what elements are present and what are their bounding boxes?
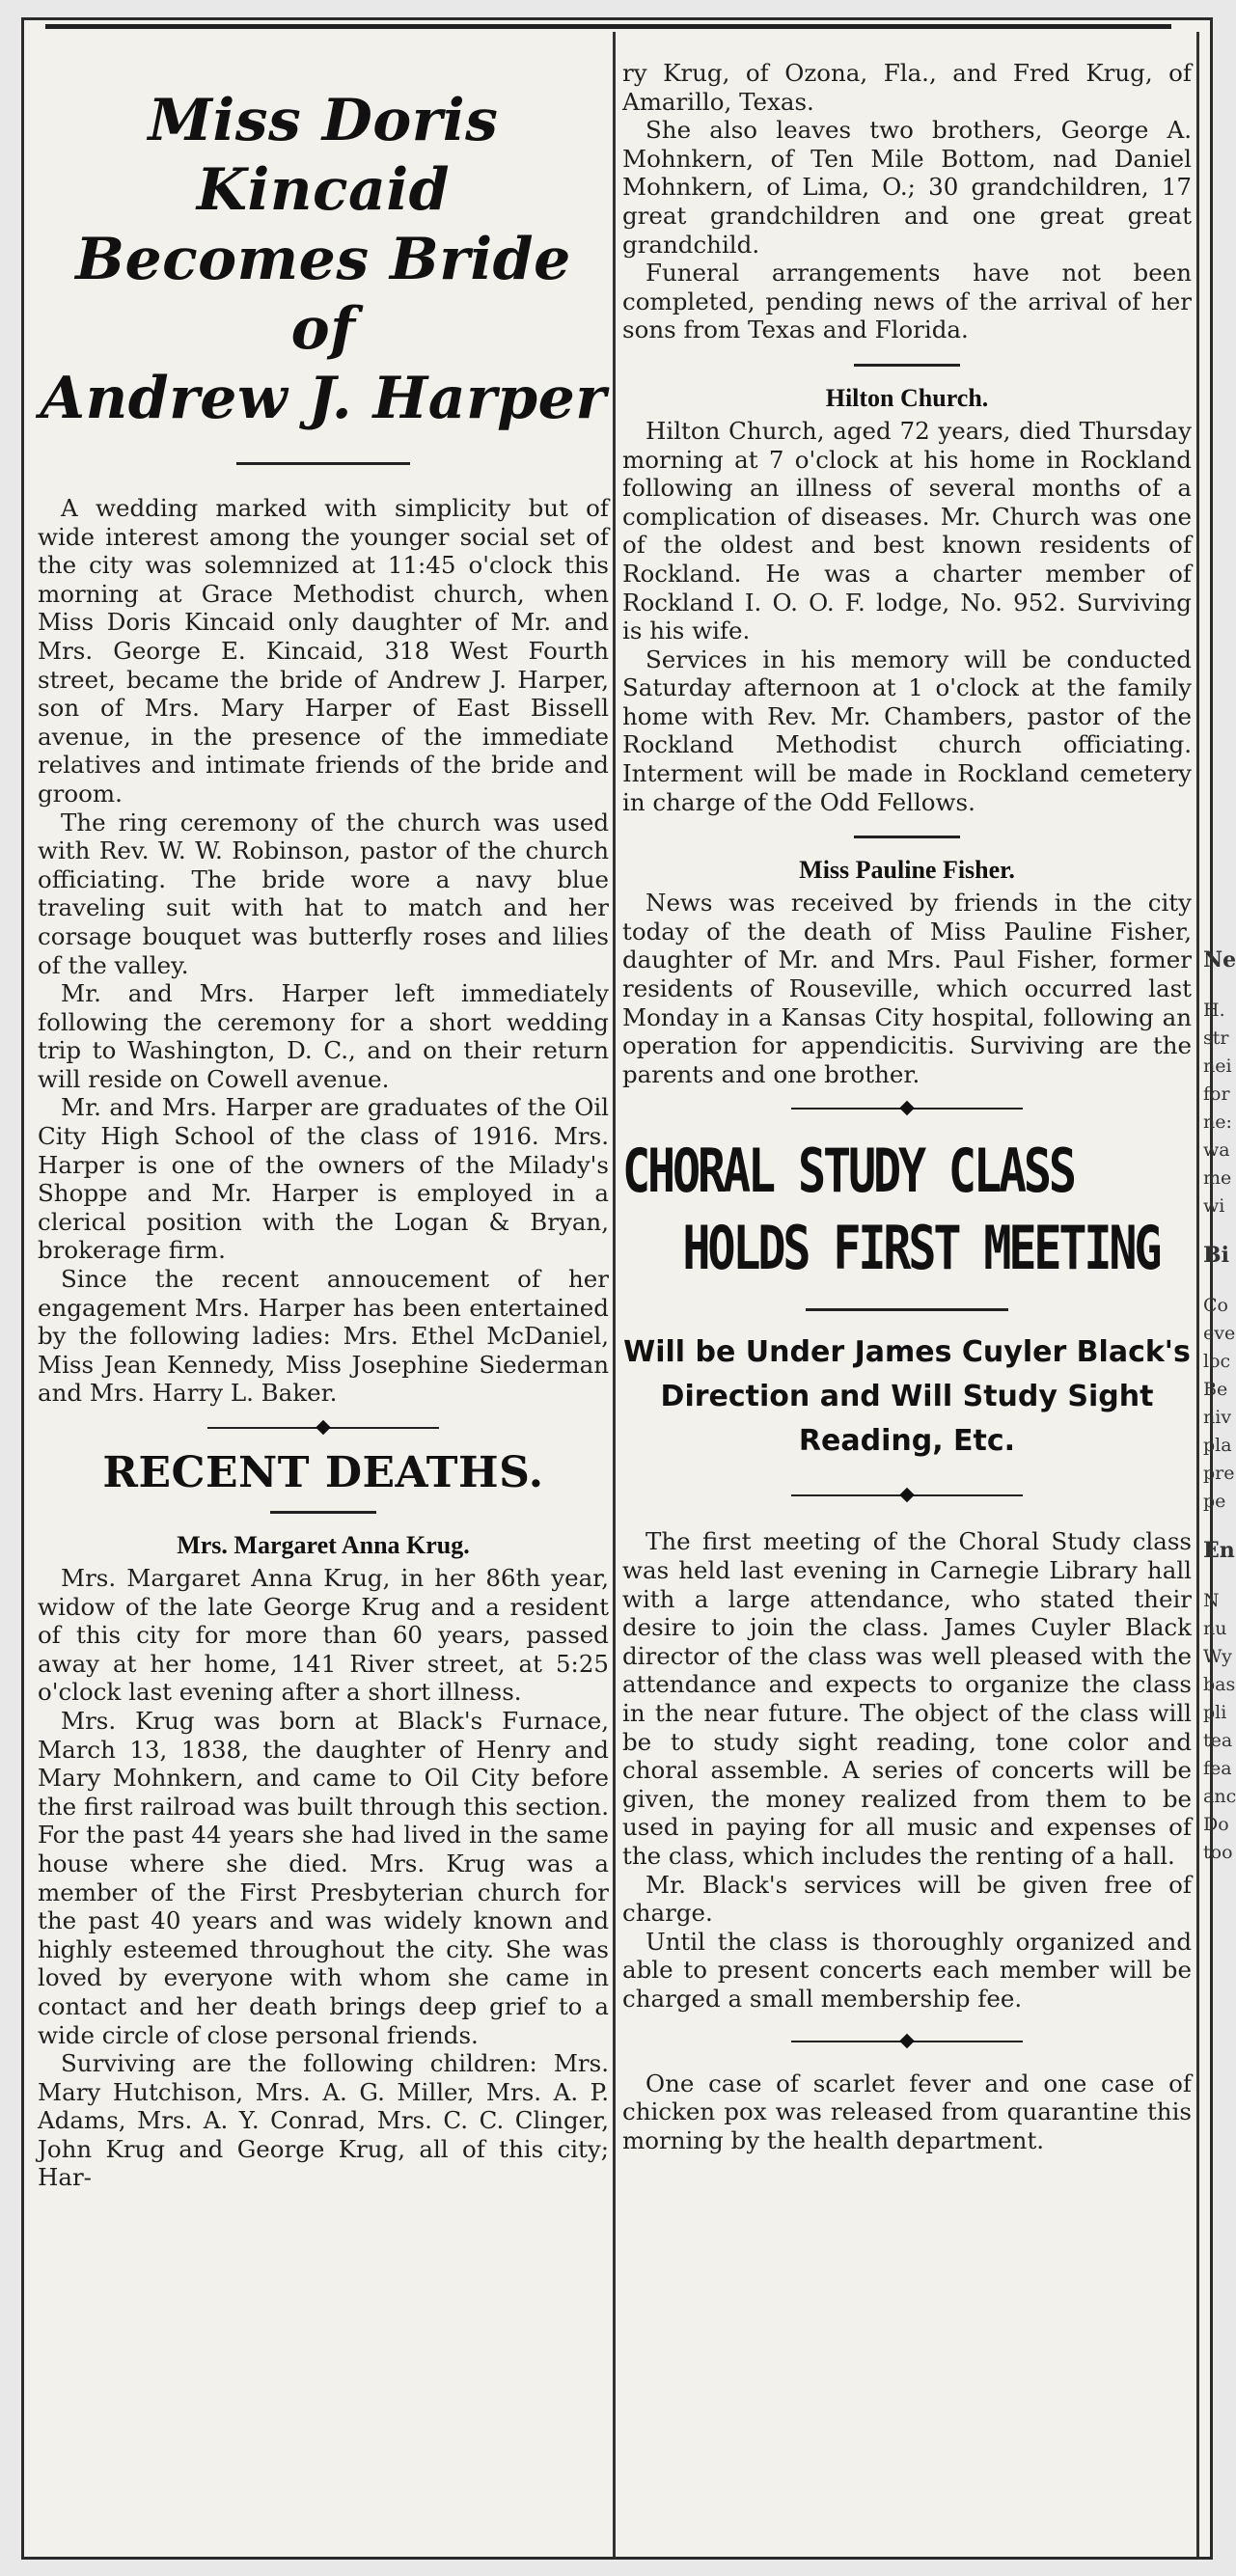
- fragment-line: En: [1203, 1538, 1235, 1563]
- diamond-separator: [622, 2035, 1192, 2048]
- obituary-name: Hilton Church.: [825, 383, 989, 412]
- headline-line: Andrew J. Harper: [40, 365, 607, 432]
- fragment-line: Be: [1203, 1379, 1228, 1400]
- headline-line: Becomes Bride of: [75, 226, 571, 363]
- fragment-line: nu: [1203, 1618, 1227, 1639]
- article-paragraph: Until the class is thoroughly organized and able to present concerts each member will be charged a small membership fee.: [622, 1927, 1192, 2013]
- article-paragraph: She also leaves two brothers, George A. Mohnkern, of Ten Mile Bottom, nad Daniel Mohnkern, of Lima, O.; 30 grandchildren, 17 great grandchildren and one great great grandchild.: [622, 116, 1192, 259]
- krug-obituary: [38, 1564, 609, 2192]
- column-right: [622, 59, 1192, 2154]
- column-rule-1: [613, 32, 616, 2557]
- obituary-name: Mrs. Margaret Anna Krug.: [177, 1531, 470, 1559]
- fragment-line: me: [1203, 1167, 1232, 1189]
- fragment-line: for: [1203, 1083, 1230, 1105]
- fisher-obituary: [622, 889, 1192, 1088]
- fragment-line: pre: [1203, 1463, 1235, 1484]
- fragment-line: str: [1203, 1028, 1229, 1049]
- article-paragraph: News was received by friends in the city today of the death of Miss Pauline Fisher, daughter of Mr. and Mrs. Paul Fisher, former residents of Rouseville, which occurred last Monday in a Kansas City hospital, following an operation for appendicitis. Surviving are the parents and one brother.: [622, 889, 1192, 1088]
- choral-subheadline: Will be Under James Cuyler Black's Direction and Will Study Sight Reading, Etc.: [623, 1335, 1191, 1459]
- fragment-line: niv: [1203, 1407, 1232, 1428]
- article-paragraph: Mrs. Margaret Anna Krug, in her 86th year, widow of the late George Krug and a resident of this city for more than 60 years, passed away at her home, 141 River street, at 5:25 o'clock last evening after a short illness.: [38, 1564, 609, 1707]
- diamond-separator: [38, 1421, 609, 1435]
- recent-deaths-heading: RECENT DEATHS.: [102, 1448, 544, 1497]
- fragment-line: eve: [1203, 1323, 1236, 1344]
- choral-article: [622, 1527, 1192, 2013]
- article-paragraph: Mr. Black's services will be given free of charge.: [622, 1870, 1192, 1928]
- diamond-separator: [622, 1102, 1192, 1115]
- separator: [806, 1308, 1008, 1311]
- headline-line: Miss Doris Kincaid: [148, 87, 499, 224]
- article-paragraph: The first meeting of the Choral Study class was held last evening in Carnegie Library hall with a large attendance, who stated their desire to join the class. James Cuyler Black director of the class was well pleased with the attendance and expects to organize the class in the near future. The object of the class will be to study sight reading, tone color and choral assemble. A series of concerts will be given, the money realized from them to be used in paying for all music and expenses of the class, which includes the renting of a hall.: [622, 1527, 1192, 1870]
- adjacent-column-fragment: [1203, 946, 1236, 1867]
- fragment-line: wa: [1203, 1139, 1230, 1161]
- fragment-line: Do: [1203, 1814, 1229, 1835]
- article-paragraph: Since the recent annoucement of her engagement Mrs. Harper has been entertained by the following ladies: Mrs. Ethel McDaniel, Miss Jean Kennedy, Miss Josephine Siederman and Mrs. Harry L. Baker.: [38, 1265, 609, 1408]
- column-left: [38, 59, 609, 2192]
- article-paragraph: Surviving are the following children: Mrs. Mary Hutchison, Mrs. A. G. Miller, Mrs. A. P. Adams, Mrs. A. Y. Conrad, Mrs. C. C. Clinger, John Krug and George Krug, all of this city; Har-: [38, 2049, 609, 2192]
- fragment-line: anc: [1203, 1786, 1236, 1807]
- fragment-line: pli: [1203, 1702, 1227, 1723]
- separator: [854, 836, 960, 838]
- article-paragraph: Hilton Church, aged 72 years, died Thursday morning at 7 o'clock at his home in Rockland following an illness of several months of a complication of diseases. Mr. Church was one of the oldest and best known residents of Rockland. He was a charter member of Rockland I. O. O. F. lodge, No. 952. Surviving is his wife.: [622, 416, 1192, 645]
- separator: [236, 462, 410, 465]
- fragment-line: pla: [1203, 1435, 1232, 1456]
- article-paragraph: The ring ceremony of the church was used with Rev. W. W. Robinson, pastor of the church officiating. The bride wore a navy blue traveling suit with hat to match and her corsage bouquet was butterfly roses and lilies of the valley.: [38, 808, 609, 979]
- fragment-line: loc: [1203, 1351, 1231, 1372]
- newspaper-page: [21, 17, 1236, 2560]
- wedding-article: [38, 494, 609, 1408]
- fragment-line: nei: [1203, 1055, 1232, 1077]
- fever-notice: One case of scarlet fever and one case of chicken pox was released from quarantine this morning by the health department.: [622, 2069, 1192, 2154]
- fragment-line: Ne: [1203, 947, 1236, 973]
- krug-obituary-continued: [622, 59, 1192, 344]
- fragment-line: H.: [1203, 1000, 1225, 1021]
- article-paragraph: Mr. and Mrs. Harper are graduates of the Oil City High School of the class of 1916. Mrs. Harper is one of the owners of the Milady's Shoppe and Mr. Harper is employed in a clerical position with the Logan & Bryan, brokerage firm.: [38, 1093, 609, 1265]
- top-rule: [45, 24, 1171, 29]
- fragment-line: Co: [1203, 1295, 1228, 1316]
- fragment-line: fea: [1203, 1758, 1232, 1779]
- obituary-name: Miss Pauline Fisher.: [799, 856, 1015, 885]
- diamond-separator: [622, 1489, 1192, 1502]
- headline-line: CHORAL STUDY CLASS: [622, 1136, 1074, 1207]
- wedding-headline: [38, 86, 609, 433]
- headline-line: HOLDS FIRST MEETING: [682, 1213, 1160, 1284]
- separator: [854, 364, 960, 367]
- article-paragraph: Mr. and Mrs. Harper left immediately following the ceremony for a short wedding trip to Washington, D. C., and on their return will reside on Cowell avenue.: [38, 979, 609, 1093]
- choral-headline: [622, 1133, 1160, 1287]
- fragment-line: N: [1203, 1590, 1220, 1611]
- fragment-line: pe: [1203, 1491, 1226, 1512]
- fragment-line: bas: [1203, 1674, 1236, 1695]
- article-paragraph: A wedding marked with simplicity but of wide interest among the younger social set of the city was solemnized at 11:45 o'clock this morning at Grace Methodist church, when Miss Doris Kincaid only daughter of Mr. and Mrs. George E. Kincaid, 318 West Fourth street, became the bride of Andrew J. Harper, son of Mrs. Mary Harper of East Bissell avenue, in the presence of the immediate relatives and intimate friends of the bride and groom.: [38, 494, 609, 808]
- article-paragraph: Mrs. Krug was born at Black's Furnace, March 13, 1838, the daughter of Henry and Mary Mohnkern, and came to Oil City before the first railroad was built through this section. For the past 44 years she had lived in the same house where she died. Mrs. Krug was a member of the First Presbyterian church for the past 40 years and was widely known and highly esteemed throughout the city. She was loved by everyone with whom she came in contact and her death brings deep grief to a wide circle of close personal friends.: [38, 1706, 609, 2049]
- fragment-line: ne:: [1203, 1111, 1232, 1133]
- article-paragraph: ry Krug, of Ozona, Fla., and Fred Krug, of Amarillo, Texas.: [622, 59, 1192, 116]
- separator: [270, 1511, 376, 1514]
- fragment-line: tea: [1203, 1730, 1233, 1751]
- church-obituary: [622, 417, 1192, 816]
- article-paragraph: Services in his memory will be conducted Saturday afternoon at 1 o'clock at the family home with Rev. Mr. Chambers, pastor of the Rockland Methodist church officiating. Interment will be made in Rockland cemetery in charge of the Odd Fellows.: [622, 644, 1192, 816]
- fragment-line: Wy: [1203, 1646, 1232, 1667]
- fragment-line: wi: [1203, 1195, 1225, 1217]
- fragment-line: too: [1203, 1842, 1233, 1863]
- column-rule-2: [1196, 32, 1199, 2557]
- fragment-line: Bi: [1203, 1243, 1229, 1268]
- article-paragraph: Funeral arrangements have not been completed, pending news of the arrival of her sons from Texas and Florida.: [622, 259, 1192, 344]
